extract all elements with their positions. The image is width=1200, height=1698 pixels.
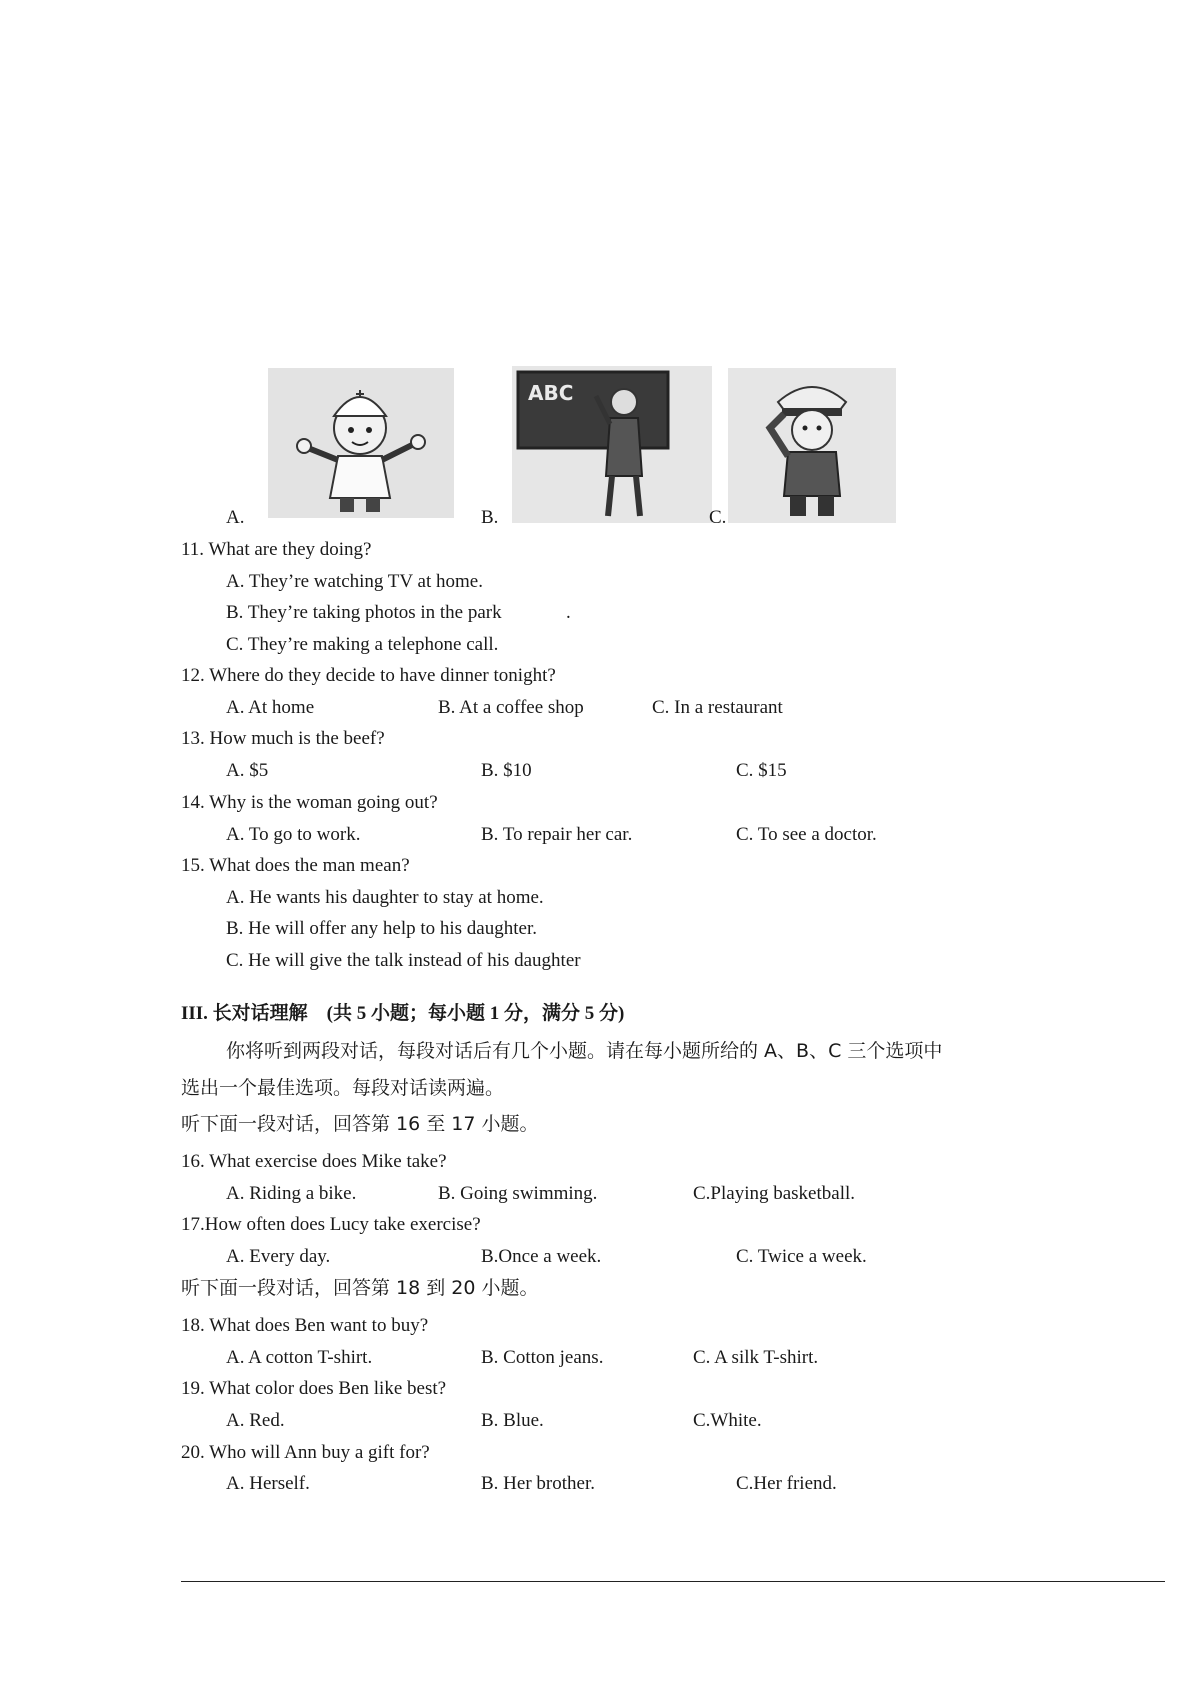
dialog-1-intro: 听下面一段对话，回答第 16 至 17 小题。 [181,1113,539,1135]
question-17-option-c: C. Twice a week. [736,1246,867,1267]
question-19-option-b: B. Blue. [481,1410,544,1431]
question-13-option-b: B. $10 [481,760,532,781]
question-18-option-c: C. A silk T-shirt. [693,1347,819,1368]
question-20: 20. Who will Ann buy a gift for? [181,1442,430,1463]
question-19-option-a: A. Red. [226,1410,285,1431]
question-12: 12. Where do they decide to have dinner tonight? [181,665,556,686]
page-bottom-rule [181,1581,1165,1582]
question-20-option-b: B. Her brother. [481,1473,595,1494]
question-15-option-b: B. He will offer any help to his daughter. [226,918,537,939]
question-11-option-c: C. They’re making a telephone call. [226,634,499,655]
police-officer-saluting-icon [728,368,896,523]
question-19: 19. What color does Ben like best? [181,1378,447,1399]
question-18-option-b: B. Cotton jeans. [481,1347,604,1368]
question-14-option-b: B. To repair her car. [481,824,633,845]
question-16: 16. What exercise does Mike take? [181,1151,447,1172]
question-17-option-a: A. Every day. [226,1246,331,1267]
question-17-option-b: B.Once a week. [481,1246,602,1267]
question-14: 14. Why is the woman going out? [181,792,438,813]
question-13-option-c: C. $15 [736,760,787,781]
dialog-2-intro: 听下面一段对话，回答第 18 到 20 小题。 [181,1277,539,1299]
question-12-option-b: B. At a coffee shop [438,697,584,718]
question-16-option-c: C.Playing basketball. [693,1183,856,1204]
picture-teacher [512,366,712,523]
section-3-instruction-line-1: 你将听到两段对话，每段对话后有几个小题。请在每小题所给的 A、B、C 三个选项中 [226,1040,943,1062]
question-16-option-b: B. Going swimming. [438,1183,598,1204]
question-13: 13. How much is the beef? [181,728,385,749]
doctor-cartoon-icon [268,368,454,518]
question-19-option-c: C.White. [693,1410,762,1431]
question-20-option-c: C.Her friend. [736,1473,837,1494]
blackboard-text: ABC [528,381,574,405]
picture-doctor [268,368,454,518]
picture-option-b-label: B. [481,507,499,528]
question-14-option-c: C. To see a doctor. [736,824,877,845]
question-12-option-a: A. At home [226,697,315,718]
teacher-at-blackboard-icon [512,366,712,523]
question-11-stray-period: . [566,602,571,623]
question-14-option-a: A. To go to work. [226,824,361,845]
question-20-option-a: A. Herself. [226,1473,310,1494]
picture-option-c-label: C. [709,507,727,528]
picture-option-a-label: A. [226,507,245,528]
question-17: 17.How often does Lucy take exercise? [181,1214,481,1235]
section-3-instruction-line-2: 选出一个最佳选项。每段对话读两遍。 [181,1077,505,1099]
picture-police [728,368,896,523]
question-15: 15. What does the man mean? [181,855,410,876]
question-11: 11. What are they doing? [181,539,372,560]
question-15-option-a: A. He wants his daughter to stay at home. [226,887,544,908]
section-3-heading: III. 长对话理解 (共 5 小题；每小题 1 分，满分 5 分) [181,1003,625,1024]
question-13-option-a: A. $5 [226,760,269,781]
question-11-option-b: B. They’re taking photos in the park [226,602,502,623]
question-11-option-a: A. They’re watching TV at home. [226,571,483,592]
question-18: 18. What does Ben want to buy? [181,1315,429,1336]
question-16-option-a: A. Riding a bike. [226,1183,357,1204]
question-12-option-c: C. In a restaurant [652,697,783,718]
question-15-option-c: C. He will give the talk instead of his daughter [226,950,581,971]
question-18-option-a: A. A cotton T-shirt. [226,1347,373,1368]
